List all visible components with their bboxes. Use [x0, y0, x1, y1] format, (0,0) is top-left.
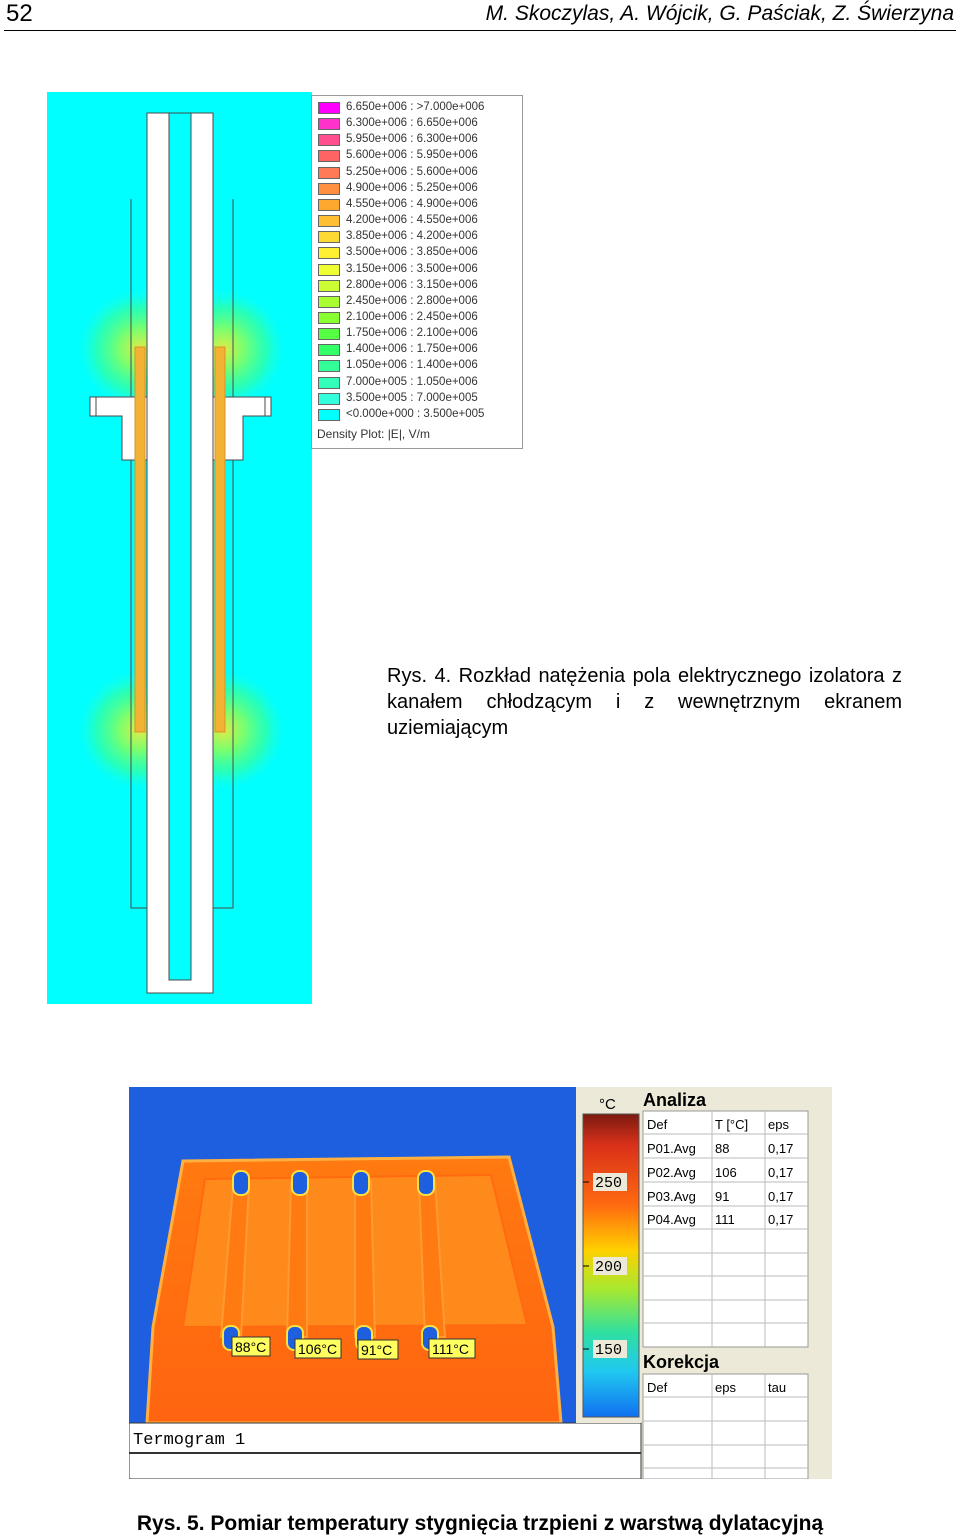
svg-text:91: 91: [715, 1189, 730, 1204]
scale-unit: °C: [599, 1096, 616, 1113]
legend-range: 1.750e+006 : 2.100e+006: [346, 327, 478, 340]
legend-range: 3.500e+006 : 3.850e+006: [346, 246, 478, 259]
legend-swatch: [318, 296, 340, 308]
legend-swatch: [318, 247, 340, 259]
svg-text:88: 88: [715, 1141, 730, 1156]
legend-swatch: [318, 344, 340, 356]
legend-range: 1.050e+006 : 1.400e+006: [346, 359, 478, 372]
insulator-cross-section: [47, 92, 312, 1004]
legend-range: 4.900e+006 : 5.250e+006: [346, 181, 478, 194]
analysis-title: Analiza: [643, 1090, 707, 1110]
thermogram-panel: [129, 1087, 832, 1479]
legend-swatch: [318, 409, 340, 421]
legend-swatch: [318, 102, 340, 114]
legend-swatch: [318, 393, 340, 405]
legend-range: 5.600e+006 : 5.950e+006: [346, 149, 478, 162]
legend-range: 3.850e+006 : 4.200e+006: [346, 230, 478, 243]
legend-range: 5.250e+006 : 5.600e+006: [346, 165, 478, 178]
legend-range: 4.200e+006 : 4.550e+006: [346, 214, 478, 227]
svg-text:P02.Avg: P02.Avg: [647, 1165, 696, 1180]
svg-text:Def: Def: [647, 1380, 668, 1395]
svg-text:T [°C]: T [°C]: [715, 1117, 749, 1132]
legend-range: 5.950e+006 : 6.300e+006: [346, 133, 478, 146]
figure-4-caption: Rys. 4. Rozkład natężenia pola elektrycznego izolatora z kanałem chłodzącym i z wewnętrznym ekranem uziemiającym: [387, 665, 902, 739]
svg-text:P03.Avg: P03.Avg: [647, 1189, 696, 1204]
legend-row: [316, 229, 521, 245]
thermogram-svg: [129, 1087, 832, 1479]
legend-row: [316, 342, 521, 358]
legend-range: 7.000e+005 : 1.050e+006: [346, 375, 478, 388]
legend-swatch: [318, 377, 340, 389]
header-rule: [4, 30, 956, 31]
legend-row: [316, 375, 521, 391]
legend-range: 2.800e+006 : 3.150e+006: [346, 278, 478, 291]
legend-swatch: [318, 360, 340, 372]
legend-swatch: [318, 264, 340, 276]
svg-text:eps: eps: [768, 1117, 789, 1132]
legend-row: [316, 148, 521, 164]
legend-range: 3.500e+005 : 7.000e+005: [346, 391, 478, 404]
legend-swatch: [318, 215, 340, 227]
legend-row: [316, 310, 521, 326]
svg-text:106: 106: [715, 1165, 737, 1180]
legend-row: [316, 197, 521, 213]
legend-range: 1.400e+006 : 1.750e+006: [346, 343, 478, 356]
svg-text:P04.Avg: P04.Avg: [647, 1212, 696, 1227]
svg-text:eps: eps: [715, 1380, 736, 1395]
legend-row: [316, 358, 521, 374]
svg-text:0,17: 0,17: [768, 1212, 794, 1227]
legend-row: [316, 213, 521, 229]
legend-range: 4.550e+006 : 4.900e+006: [346, 197, 478, 210]
scale-tick-250: 250: [595, 1175, 623, 1192]
legend-row: [316, 326, 521, 342]
legend-title: Density Plot: |E|, V/m: [317, 427, 430, 441]
legend-row: [316, 262, 521, 278]
legend-range: 6.300e+006 : 6.650e+006: [346, 117, 478, 130]
svg-text:111: 111: [715, 1212, 735, 1227]
legend-swatch: [318, 280, 340, 292]
legend-row: [316, 294, 521, 310]
marker-label-p04: 111°C: [432, 1341, 469, 1357]
electrode-left: [135, 347, 145, 732]
legend-range: <0.000e+000 : 3.500e+005: [346, 407, 485, 420]
legend-range: 3.150e+006 : 3.500e+006: [346, 262, 478, 275]
cooling-channel: [169, 113, 191, 980]
marker-label-p01: 88°C: [235, 1339, 267, 1355]
field-density-plot: [47, 92, 312, 1004]
legend-row: [316, 278, 521, 294]
svg-text:0,17: 0,17: [768, 1189, 794, 1204]
legend-row: [316, 116, 521, 132]
legend-swatch: [318, 167, 340, 179]
svg-text:0,17: 0,17: [768, 1141, 794, 1156]
scale-tick-150: 150: [595, 1342, 623, 1359]
correction-title: Korekcja: [643, 1352, 720, 1372]
scale-tick-200: 200: [595, 1259, 623, 1276]
marker-label-p03: 91°C: [361, 1342, 393, 1358]
legend-row: [316, 100, 521, 116]
svg-text:tau: tau: [768, 1380, 787, 1395]
legend-row: [316, 407, 521, 423]
figure-5-caption: Rys. 5. Pomiar temperatury stygnięcia trzpieni z warstwą dylatacyjną: [136, 1512, 824, 1535]
legend-swatch: [318, 231, 340, 243]
legend-swatch: [318, 199, 340, 211]
legend-range: 2.450e+006 : 2.800e+006: [346, 294, 478, 307]
density-legend: [311, 95, 523, 449]
svg-text:P01.Avg: P01.Avg: [647, 1141, 696, 1156]
page-number: 52: [6, 0, 33, 27]
legend-swatch: [318, 183, 340, 195]
legend-row: [316, 245, 521, 261]
legend-swatch: [318, 328, 340, 340]
marker-label-p02: 106°C: [298, 1341, 338, 1357]
electrode-right: [215, 347, 225, 732]
thermogram-label: Termogram 1: [133, 1431, 246, 1450]
running-header-authors: M. Skoczylas, A. Wójcik, G. Paściak, Z. Świerzyna: [485, 2, 954, 25]
legend-swatch: [318, 150, 340, 162]
legend-row: [316, 391, 521, 407]
legend-row: [316, 165, 521, 181]
legend-swatch: [318, 312, 340, 324]
legend-range: 6.650e+006 : >7.000e+006: [346, 101, 485, 113]
legend-row: [316, 132, 521, 148]
svg-text:Def: Def: [647, 1117, 668, 1132]
legend-range: 2.100e+006 : 2.450e+006: [346, 310, 478, 323]
legend-swatch: [318, 118, 340, 130]
legend-row: [316, 181, 521, 197]
svg-text:0,17: 0,17: [768, 1165, 794, 1180]
legend-swatch: [318, 134, 340, 146]
